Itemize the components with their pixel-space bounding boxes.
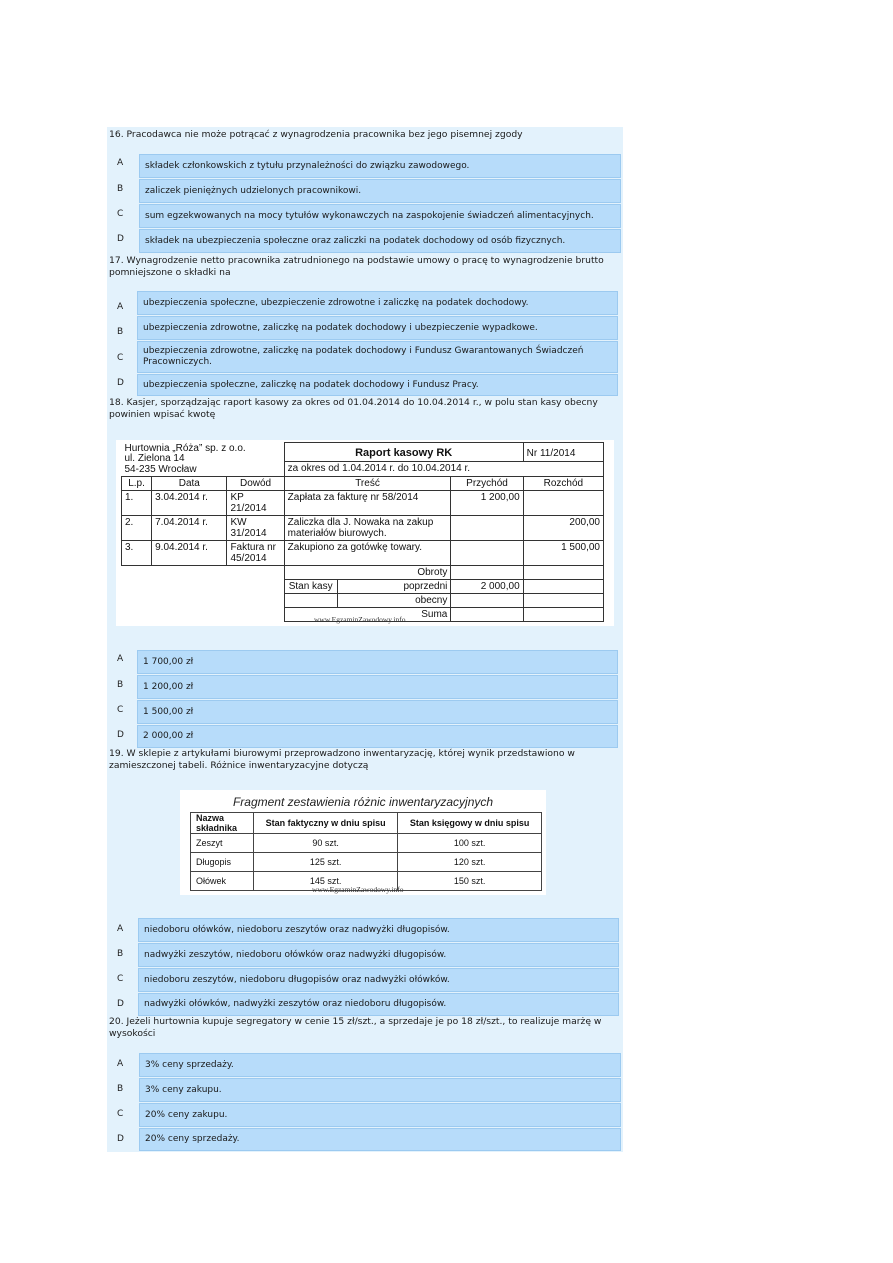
row-lp: 1.: [122, 491, 152, 516]
cash-report-title: Raport kasowy RK: [284, 443, 523, 462]
q18-option-b[interactable]: 1 200,00 zł: [137, 675, 618, 699]
q20-letter-d: D: [117, 1134, 124, 1144]
inv-header-book: Stan księgowy w dniu spisu: [398, 813, 542, 834]
col-header-desc: Treść: [284, 477, 451, 491]
q19-option-c[interactable]: niedoboru zeszytów, niedoboru długopisów oraz nadwyżki ołówków.: [138, 968, 619, 992]
question-16-text: 16. Pracodawca nie może potrącać z wynagrodzenia pracownika bez jego pisemnej zgody: [109, 129, 523, 140]
inv-cell-actual: 145 szt.: [254, 872, 398, 891]
q16-option-d[interactable]: składek na ubezpieczenia społeczne oraz zaliczki na podatek dochodowy od osób fizycznych.: [139, 229, 621, 253]
q18-option-d[interactable]: 2 000,00 zł: [137, 725, 618, 748]
question-19-text: 19. W sklepie z artykułami biurowymi przeprowadzono inwentaryzację, której wynik przedstawiono w zamieszczonej tabeli. Różnice inwentaryzacyjne dotyczą: [109, 748, 575, 771]
table-row: [122, 541, 604, 566]
row-date: 3.04.2014 r.: [152, 491, 227, 516]
q18-option-c[interactable]: 1 500,00 zł: [137, 700, 618, 724]
inv-cell-actual: 125 szt.: [254, 853, 398, 872]
inv-cell-name: Zeszyt: [191, 834, 254, 853]
question-18-text: 18. Kasjer, sporządzając raport kasowy za okres od 01.04.2014 do 10.04.2014 r., w polu stan kasy obecny powinien wpisać kwotę: [109, 397, 598, 420]
row-expense: 1 500,00: [523, 541, 603, 566]
table-row: [191, 853, 542, 872]
row-expense: [523, 491, 603, 516]
col-header-doc: Dowód: [227, 477, 284, 491]
q16-letter-d: D: [117, 234, 124, 244]
inv-cell-book: 150 szt.: [398, 872, 542, 891]
q16-option-c[interactable]: sum egzekwowanych na mocy tytułów wykonawczych na zaspokojenie świadczeń alimentacyjnych.: [139, 204, 621, 228]
inv-cell-name: Ołówek: [191, 872, 254, 891]
row-desc: Zakupiono za gotówkę towary.: [284, 541, 451, 566]
inventory-watermark: www.EgzaminZawodowy.info: [312, 885, 404, 894]
row-lp: 2.: [122, 516, 152, 541]
company-street: ul. Zielona 14: [124, 453, 185, 464]
inv-header-actual: Stan faktyczny w dniu spisu: [254, 813, 398, 834]
cash-report-watermark: www.EgzaminZawodowy.info: [314, 615, 406, 624]
q18-letter-d: D: [117, 730, 124, 740]
row-desc: Zaliczka dla J. Nowaka na zakup materiałów biurowych.: [284, 516, 451, 541]
row-date: 9.04.2014 r.: [152, 541, 227, 566]
q19-letter-b: B: [117, 949, 124, 959]
q16-letter-a: A: [117, 158, 124, 168]
cash-report-period: za okres od 1.04.2014 r. do 10.04.2014 r.: [284, 462, 603, 477]
exam-sheet: [107, 127, 623, 1152]
inv-header-name: Nazwa składnika: [191, 813, 254, 834]
q18-letter-a: A: [117, 654, 124, 664]
table-row: [122, 491, 604, 516]
q20-letter-b: B: [117, 1084, 124, 1094]
q19-letter-a: A: [117, 924, 124, 934]
q20-option-d[interactable]: 20% ceny sprzedaży.: [139, 1128, 621, 1151]
q16-letter-c: C: [117, 209, 124, 219]
company-city: 54-235 Wrocław: [124, 463, 197, 475]
q17-option-c[interactable]: ubezpieczenia zdrowotne, zaliczkę na podatek dochodowy i Fundusz Gwarantowanych Świadczeń Pracowniczych.: [137, 341, 618, 373]
row-doc: KP 21/2014: [227, 491, 284, 516]
row-income: 1 200,00: [451, 491, 523, 516]
col-header-expense: Rozchód: [523, 477, 603, 491]
row-income: [451, 541, 523, 566]
q17-letter-c: C: [117, 353, 124, 363]
q19-option-b[interactable]: nadwyżki zeszytów, niedoboru ołówków oraz nadwyżki długopisów.: [138, 943, 619, 967]
q19-letter-c: C: [117, 974, 124, 984]
inv-cell-actual: 90 szt.: [254, 834, 398, 853]
col-header-lp: L.p.: [122, 477, 152, 491]
q20-option-a[interactable]: 3% ceny sprzedaży.: [139, 1053, 621, 1077]
row-income: [451, 516, 523, 541]
inv-cell-book: 120 szt.: [398, 853, 542, 872]
inventory-table: [190, 812, 542, 891]
cash-report-table: [121, 442, 604, 622]
q17-option-d[interactable]: ubezpieczenia społeczne, zaliczkę na podatek dochodowy i Fundusz Pracy.: [137, 374, 618, 396]
inv-cell-name: Długopis: [191, 853, 254, 872]
cash-report-figure: [116, 440, 614, 626]
q17-option-b[interactable]: ubezpieczenia zdrowotne, zaliczkę na podatek dochodowy i ubezpieczenie wypadkowe.: [137, 316, 618, 340]
q20-option-c[interactable]: 20% ceny zakupu.: [139, 1103, 621, 1127]
q17-option-a[interactable]: ubezpieczenia społeczne, ubezpieczenie zdrowotne i zaliczkę na podatek dochodowy.: [137, 291, 618, 315]
balance-label: Stan kasy: [285, 580, 338, 593]
q18-letter-c: C: [117, 705, 124, 715]
sum-label: Suma: [284, 608, 451, 622]
q18-letter-b: B: [117, 680, 124, 690]
inventory-title: Fragment zestawienia różnic inwentaryzacyjnych: [232, 795, 494, 809]
previous-value: 2 000,00: [451, 580, 523, 594]
q18-option-a[interactable]: 1 700,00 zł: [137, 650, 618, 674]
row-lp: 3.: [122, 541, 152, 566]
q16-option-a[interactable]: składek członkowskich z tytułu przynależności do związku zawodowego.: [139, 154, 621, 178]
previous-label: poprzedni: [403, 581, 448, 592]
q20-letter-a: A: [117, 1059, 124, 1069]
q17-letter-b: B: [117, 327, 124, 337]
row-doc: Faktura nr 45/2014: [227, 541, 284, 566]
cash-report-number: Nr 11/2014: [523, 443, 603, 462]
company-name: Hurtownia „Róża” sp. z o.o.: [124, 442, 246, 454]
q19-option-a[interactable]: niedoboru ołówków, niedoboru zeszytów oraz nadwyżki długopisów.: [138, 918, 619, 942]
inventory-figure: [180, 790, 546, 895]
current-label: obecny: [415, 595, 448, 606]
q20-option-b[interactable]: 3% ceny zakupu.: [139, 1078, 621, 1102]
row-desc: Zapłata za fakturę nr 58/2014: [284, 491, 451, 516]
row-date: 7.04.2014 r.: [152, 516, 227, 541]
q20-letter-c: C: [117, 1109, 124, 1119]
table-row: [122, 516, 604, 541]
row-expense: 200,00: [523, 516, 603, 541]
q19-letter-d: D: [117, 999, 124, 1009]
row-doc: KW 31/2014: [227, 516, 284, 541]
q19-option-d[interactable]: nadwyżki ołówków, nadwyżki zeszytów oraz niedoboru długopisów.: [138, 993, 619, 1016]
question-20-text: 20. Jeżeli hurtownia kupuje segregatory w cenie 15 zł/szt., a sprzedaje je po 18 zł/szt., to realizuje marżę w wysokości: [109, 1016, 602, 1039]
table-row: [191, 834, 542, 853]
q17-letter-a: A: [117, 302, 124, 312]
q17-letter-d: D: [117, 378, 124, 388]
q16-letter-b: B: [117, 184, 124, 194]
question-17-text: 17. Wynagrodzenie netto pracownika zatrudnionego na podstawie umowy o pracę to wynagrodzenie brutto pomniejszone o składki na: [109, 255, 604, 278]
q16-option-b[interactable]: zaliczek pieniężnych udzielonych pracownikowi.: [139, 179, 621, 203]
inv-cell-book: 100 szt.: [398, 834, 542, 853]
turnover-label: Obroty: [284, 566, 451, 580]
col-header-income: Przychód: [451, 477, 523, 491]
col-header-date: Data: [152, 477, 227, 491]
